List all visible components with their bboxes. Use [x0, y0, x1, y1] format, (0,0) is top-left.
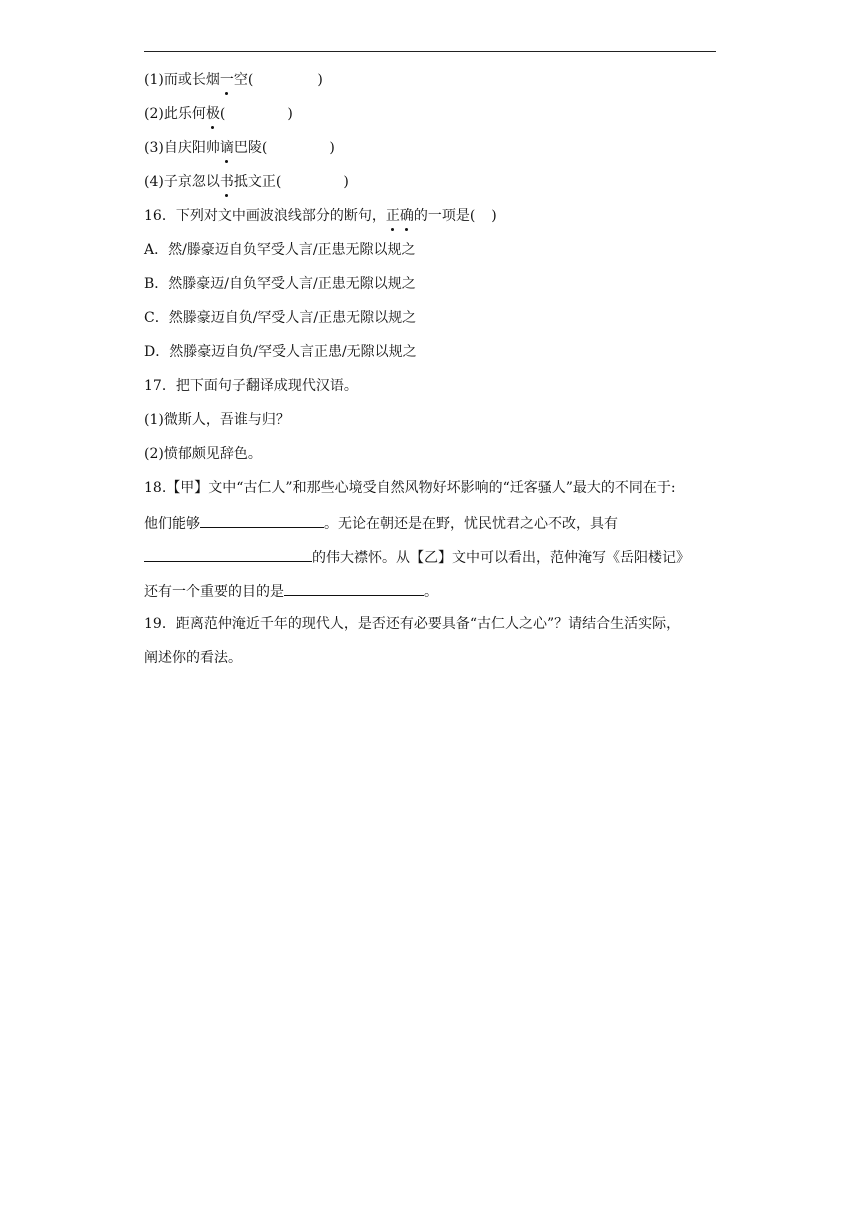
emphasis-dot-char: 书 [219, 174, 234, 190]
q15-item-1-text-tail: 空( [233, 72, 254, 88]
header-rule [144, 51, 716, 52]
q17-item-2: (2)愤郁颇见辞色。 [144, 446, 262, 462]
question-16-text-tail: 的一项是( [413, 208, 476, 224]
question-18-line-4-post: 。 [424, 584, 438, 600]
q16-option-b: B．然滕豪迈/自负罕受人言/正患无隙以规之 [144, 276, 416, 292]
q15-item-2 [144, 104, 719, 124]
question-19-line-2: 阐述你的看法。 [144, 650, 242, 666]
question-18-line-3-post: 的伟大襟怀。从【乙】文中可以看出，范仲淹写《岳阳楼记》 [312, 550, 690, 566]
answer-blank-3[interactable] [284, 580, 424, 596]
question-18-line-2-post: 。无论在朝还是在野，忧民忧君之心不改，具有 [324, 516, 618, 532]
emphasis-dot-char: 一 [219, 72, 234, 88]
q17-item-1: (1)微斯人，吾谁与归？ [144, 412, 290, 428]
answer-blank-1[interactable] [200, 512, 324, 528]
q15-item-3-close: ) [329, 140, 335, 156]
question-19-line-1: 19．距离范仲淹近千年的现代人，是否还有必要具备“古仁人之心”？请结合生活实际， [144, 616, 681, 632]
q16-option-c: C．然滕豪迈自负/罕受人言/正患无隙以规之 [144, 310, 417, 326]
question-18-line-3 [144, 546, 719, 568]
q15-item-4-text: (4)子京忽以 [144, 174, 220, 190]
answer-blank-2[interactable] [144, 546, 312, 562]
question-16 [144, 206, 719, 226]
q16-option-a: A．然/滕豪迈自负罕受人言/正患无隙以规之 [144, 242, 416, 258]
q15-item-2-text: (2)此乐何 [144, 106, 206, 122]
emphasis-dot-char: 确 [399, 208, 414, 224]
emphasis-dot-char: 谪 [219, 140, 234, 156]
q15-item-2-close: ) [287, 106, 293, 122]
question-18-line-4 [144, 580, 719, 602]
question-17: 17．把下面句子翻译成现代汉语。 [144, 378, 358, 394]
q15-item-1-text: (1)而或长烟 [144, 72, 220, 88]
q15-item-2-open: ( [219, 106, 226, 122]
q15-item-1 [144, 70, 719, 90]
question-18-line-2 [144, 512, 719, 534]
q16-option-d: D．然滕豪迈自负/罕受人言正患/无隙以规之 [144, 344, 417, 360]
emphasis-dot-char: 正 [385, 208, 400, 224]
q15-item-1-close: ) [317, 72, 323, 88]
q15-item-4-text-tail: 抵文正( [233, 174, 282, 190]
question-18-line-4-pre: 还有一个重要的目的是 [144, 584, 284, 600]
question-16-text: 16．下列对文中画波浪线部分的断句， [144, 208, 386, 224]
q15-item-3-text-tail: 巴陵( [233, 140, 268, 156]
q15-item-3-text: (3)自庆阳帅 [144, 140, 220, 156]
question-16-close: ) [491, 208, 497, 224]
emphasis-dot-char: 极 [205, 106, 220, 122]
q15-item-3 [144, 138, 719, 158]
q15-item-4-close: ) [343, 174, 349, 190]
question-18-line-1: 18.【甲】文中“古仁人”和那些心境受自然风物好坏影响的“迁客骚人”最大的不同在于: [144, 480, 676, 496]
q15-item-4 [144, 172, 719, 192]
question-18-line-2-pre: 他们能够 [144, 516, 200, 532]
